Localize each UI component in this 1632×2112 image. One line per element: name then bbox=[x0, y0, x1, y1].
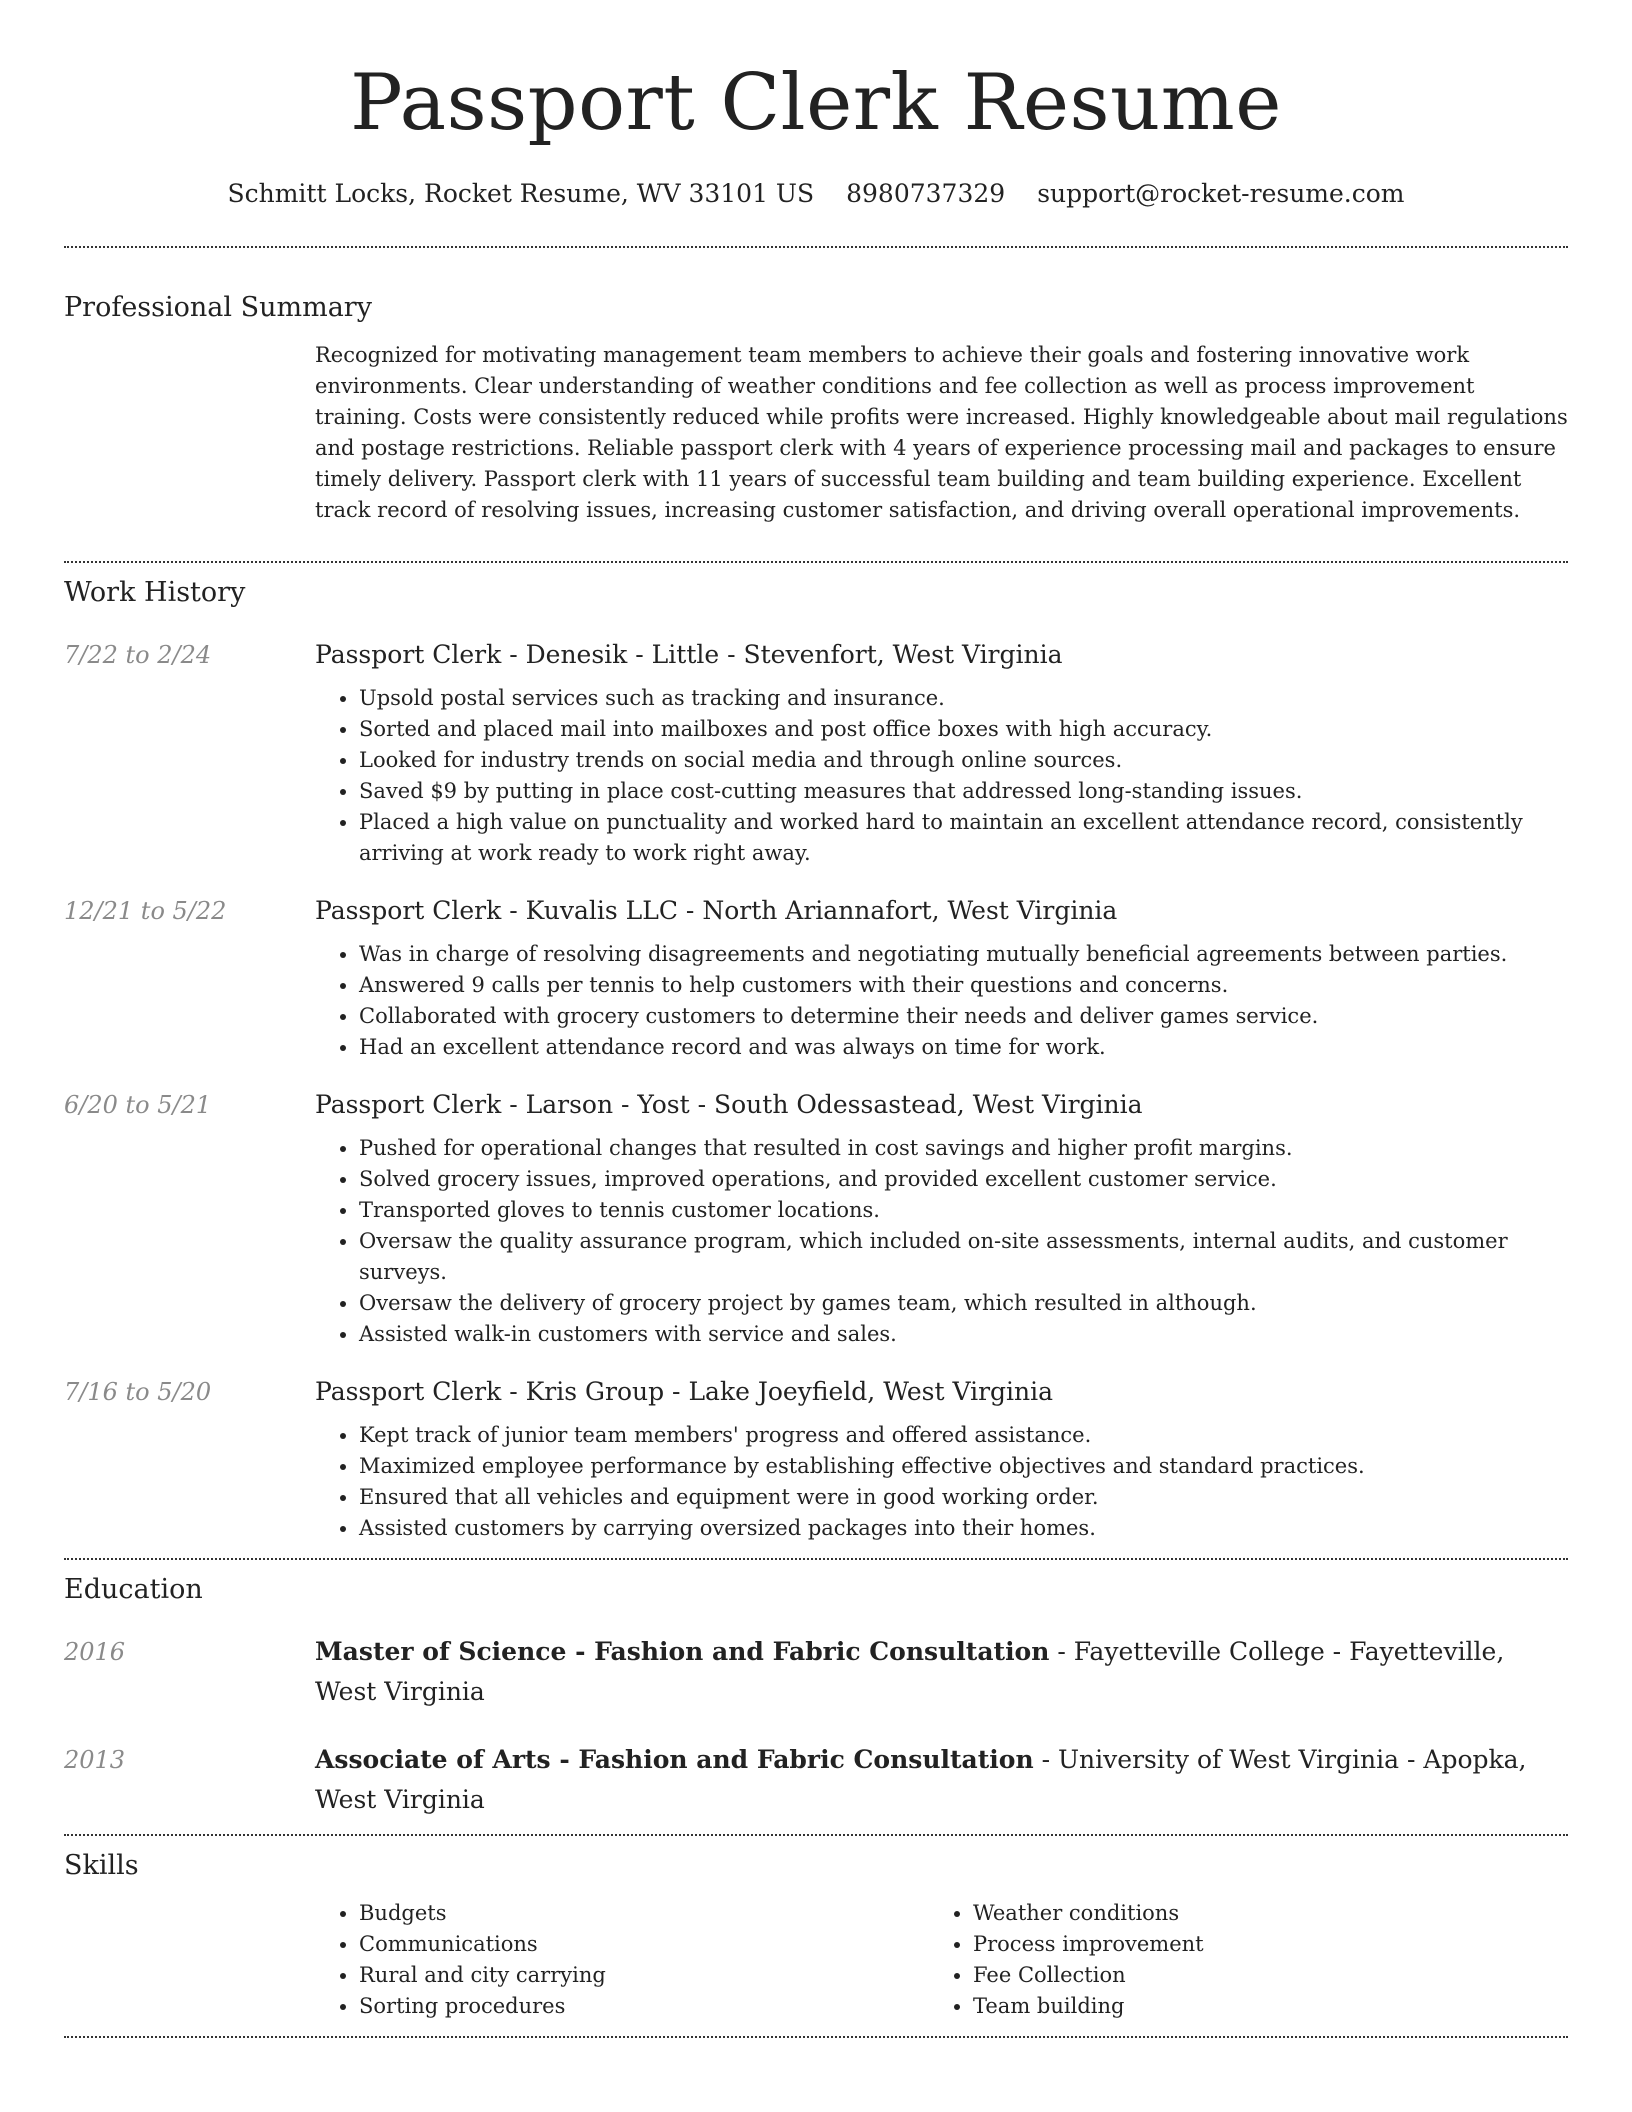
job-bullet: • Sorted and placed mail into mailboxes and post office boxes with high accuracy. bbox=[359, 714, 1568, 745]
job-bullet: • Oversaw the delivery of grocery project by games team, which resulted in although. bbox=[359, 1288, 1568, 1319]
education-entry bbox=[64, 1740, 1568, 1820]
job-bullet: • Solved grocery issues, improved operations, and provided excellent customer service. bbox=[359, 1164, 1568, 1195]
skill-item: • Budgets bbox=[359, 1898, 929, 1929]
summary-text: Recognized for motivating management team members to achieve their goals and fostering innovative work environments. Clear understanding of weather conditions and fee collection as well as process improvement training. Costs were consistently reduced while profits were increased. Highly knowledgeable about mail regulations and postage restrictions. Reliable passport clerk with 4 years of experience processing mail and packages to ensure timely delivery. Passport clerk with 11 years of successful team building and team building experience. Excellent track record of resolving issues, increasing customer satisfaction, and driving overall operational improvements. bbox=[315, 343, 1568, 522]
job-body bbox=[315, 635, 1568, 869]
divider bbox=[64, 561, 1568, 563]
job-bullet: • Oversaw the quality assurance program, which included on-site assessments, internal audits, and customer surveys. bbox=[359, 1226, 1568, 1288]
divider bbox=[64, 2036, 1568, 2038]
job-bullet: • Collaborated with grocery customers to determine their needs and deliver games service. bbox=[359, 1001, 1568, 1032]
job-heading: Passport Clerk - Larson - Yost - South Odessastead, West Virginia bbox=[315, 1090, 1143, 1119]
skill-item: • Weather conditions bbox=[973, 1898, 1543, 1929]
section-title-summary: Professional Summary bbox=[64, 292, 372, 323]
job-bullet: • Had an excellent attendance record and was always on time for work. bbox=[359, 1032, 1568, 1063]
job-bullet: • Upsold postal services such as tracking and insurance. bbox=[359, 683, 1568, 714]
education-details bbox=[315, 1740, 1568, 1820]
contact-address: Schmitt Locks, Rocket Resume, WV 33101 US bbox=[227, 179, 815, 208]
job-bullet: • Looked for industry trends on social media and through online sources. bbox=[359, 745, 1568, 776]
job-bullet: • Transported gloves to tennis customer locations. bbox=[359, 1195, 1568, 1226]
job-bullet: • Answered 9 calls per tennis to help customers with their questions and concerns. bbox=[359, 970, 1568, 1001]
job-bullets bbox=[315, 683, 1568, 869]
job-body bbox=[315, 1372, 1568, 1544]
skill-item: • Rural and city carrying bbox=[359, 1960, 929, 1991]
job-dates: 7/22 to 2/24 bbox=[64, 641, 212, 669]
skills-list bbox=[315, 1898, 1568, 2036]
divider bbox=[64, 1558, 1568, 1560]
education-degree: Associate of Arts - Fashion and Fabric Consultation bbox=[315, 1745, 1034, 1774]
job-heading: Passport Clerk - Kris Group - Lake Joeyfield, West Virginia bbox=[315, 1377, 1054, 1406]
job-bullet: • Maximized employee performance by establishing effective objectives and standard practices. bbox=[359, 1451, 1568, 1482]
job-bullet: • Was in charge of resolving disagreements and negotiating mutually beneficial agreements between parties. bbox=[359, 939, 1568, 970]
job-dates: 7/16 to 5/20 bbox=[64, 1378, 212, 1406]
education-year: 2013 bbox=[64, 1746, 126, 1774]
skill-item: • Fee Collection bbox=[973, 1960, 1543, 1991]
job-bullet: • Assisted customers by carrying oversized packages into their homes. bbox=[359, 1513, 1568, 1544]
education-degree: Master of Science - Fashion and Fabric Consultation bbox=[315, 1637, 1050, 1666]
divider bbox=[64, 246, 1568, 248]
job-bullet: • Kept track of junior team members' progress and offered assistance. bbox=[359, 1420, 1568, 1451]
contact-phone: 8980737329 bbox=[846, 179, 1006, 208]
job-bullet: • Placed a high value on punctuality and worked hard to maintain an excellent attendance record, consistently arriving at work ready to work right away. bbox=[359, 807, 1568, 869]
skill-item: • Communications bbox=[359, 1929, 929, 1960]
education-year: 2016 bbox=[64, 1638, 126, 1666]
job-bullets bbox=[315, 1420, 1568, 1544]
section-title-skills: Skills bbox=[64, 1850, 139, 1881]
divider bbox=[64, 1834, 1568, 1836]
job-heading: Passport Clerk - Kuvalis LLC - North Ariannafort, West Virginia bbox=[315, 896, 1118, 925]
job-bullet: • Ensured that all vehicles and equipment were in good working order. bbox=[359, 1482, 1568, 1513]
skill-item: • Process improvement bbox=[973, 1929, 1543, 1960]
education-details bbox=[315, 1632, 1568, 1712]
job-bullet: • Saved $9 by putting in place cost-cutting measures that addressed long-standing issues. bbox=[359, 776, 1568, 807]
job-entry bbox=[64, 1372, 1568, 1544]
job-bullet: • Pushed for operational changes that resulted in cost savings and higher profit margins. bbox=[359, 1133, 1568, 1164]
skills-column-left bbox=[315, 1898, 929, 2022]
job-bullets bbox=[315, 1133, 1568, 1350]
education-school: - University of West Virginia - Apopka, West Virginia bbox=[315, 1745, 1527, 1814]
job-entry bbox=[64, 635, 1568, 869]
education-school: - Fayetteville College - Fayetteville, West Virginia bbox=[315, 1637, 1505, 1706]
job-heading: Passport Clerk - Denesik - Little - Stevenfort, West Virginia bbox=[315, 640, 1063, 669]
job-bullets bbox=[315, 939, 1568, 1063]
job-body bbox=[315, 891, 1568, 1063]
skill-item: • Team building bbox=[973, 1991, 1543, 2022]
section-title-work-history: Work History bbox=[64, 577, 246, 608]
job-body bbox=[315, 1085, 1568, 1350]
resume-title: Passport Clerk Resume bbox=[350, 58, 1282, 148]
skill-item: • Sorting procedures bbox=[359, 1991, 929, 2022]
job-dates: 12/21 to 5/22 bbox=[64, 897, 227, 925]
education-entry bbox=[64, 1632, 1568, 1712]
section-title-education: Education bbox=[64, 1574, 203, 1605]
contact-line bbox=[64, 176, 1568, 212]
skills-column-right bbox=[929, 1898, 1543, 2022]
job-entry bbox=[64, 1085, 1568, 1350]
job-dates: 6/20 to 5/21 bbox=[64, 1091, 212, 1119]
job-entry bbox=[64, 891, 1568, 1063]
contact-email: support@rocket-resume.com bbox=[1037, 179, 1405, 208]
job-bullet: • Assisted walk-in customers with service and sales. bbox=[359, 1319, 1568, 1350]
